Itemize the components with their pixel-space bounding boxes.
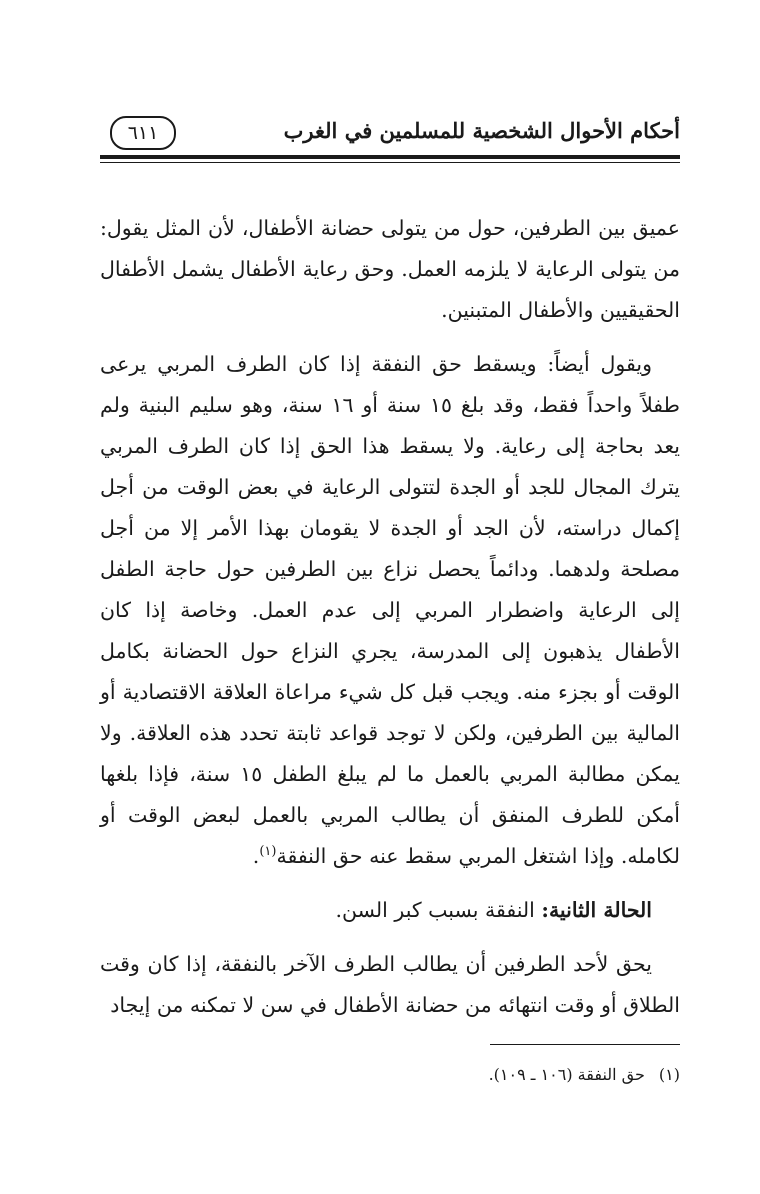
body-text <box>100 208 680 1039</box>
header-rule-thick <box>100 155 680 159</box>
footnote-text: حق النفقة (١٠٦ ـ ١٠٩). <box>488 1065 645 1084</box>
page-header <box>100 112 680 152</box>
paragraph-2 <box>100 344 680 877</box>
case-two-label: الحالة الثانية: <box>541 898 652 922</box>
paragraph-2-text: ويقول أيضاً: ويسقط حق النفقة إذا كان الطرف المربي يرعى طفلاً واحداً فقط، وقد بلغ ١٥ سنة أو ١٦ سنة، وهو سليم البنية ولم يعد بحاجة إلى رعاية. ولا يسقط هذا الحق إذا كان الطرف المربي يترك المجال للجد أو الجدة لتتولى الرعاية في بعض الوقت من أجل إكمال دراسته، لأن الجد أو الجدة لا يقومان بهذا الأمر إلا من أجل مصلحة ولدهما. ودائماً يحصل نزاع بين الطرفين حول حاجة الطفل إلى الرعاية واضطرار المربي إلى عدم العمل. وخاصة إذا كان الأطفال يذهبون إلى المدرسة، يجري النزاع حول الحضانة بكامل الوقت أو بجزء منه. ويجب قبل كل شيء مراعاة العلاقة الاقتصادية أو المالية بين الطرفين، ولكن لا توجد قواعد ثابتة تحدد هذه العلاقة. ولا يمكن مطالبة المربي بالعمل ما لم يبلغ الطفل ١٥ سنة، فإذا بلغها أمكن للطرف المنفق أن يطالب المربي بالعمل لبعض الوقت أو لكامله. وإذا اشتغل المربي سقط عنه حق النفقة <box>100 352 680 868</box>
paragraph-2-end: . <box>252 844 260 868</box>
paragraph-1: عميق بين الطرفين، حول من يتولى حضانة الأطفال، لأن المثل يقول: من يتولى الرعاية لا يلزمه العمل. وحق رعاية الأطفال يشمل الأطفال الحقيقيين والأطفال المتبنين. <box>100 216 680 322</box>
footnote-number: (١) <box>658 1065 680 1084</box>
case-two-text: النفقة بسبب كبر السن. <box>335 898 535 922</box>
footnote-separator <box>490 1044 680 1045</box>
footnote-1 <box>100 1062 680 1088</box>
header-rule-thin <box>100 162 680 163</box>
running-title: أحكام الأحوال الشخصية للمسلمين في الغرب <box>283 118 680 143</box>
footnote-reference: (١) <box>259 844 277 860</box>
paragraph-final: يحق لأحد الطرفين أن يطالب الطرف الآخر بالنفقة، إذا كان وقت الطلاق أو وقت انتهائه من حضانة الأطفال في سن لا تمكنه من إيجاد <box>100 952 680 1017</box>
case-two-paragraph <box>100 890 680 931</box>
page-number: ٦١١ <box>110 116 176 150</box>
